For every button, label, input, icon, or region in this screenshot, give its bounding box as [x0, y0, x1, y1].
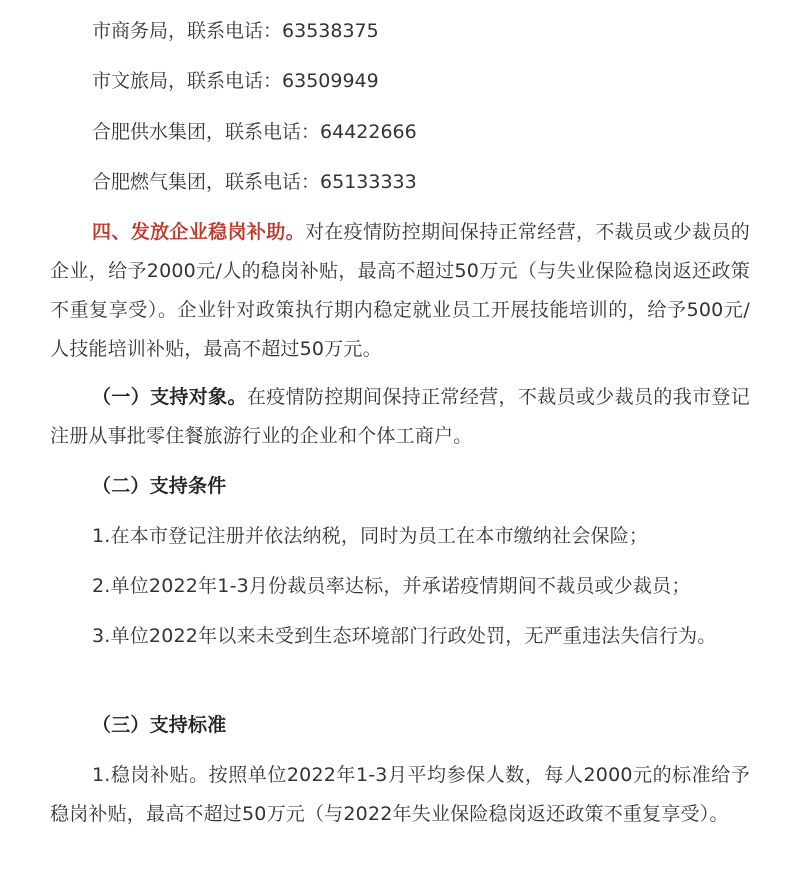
contact-phone: 64422666 [320, 121, 417, 143]
contact-label: ，联系电话： [206, 121, 321, 143]
contact-label: ，联系电话： [168, 70, 283, 92]
sub-2-item-text: 3.单位2022年以来未受到生态环境部门行政处罚，无严重违法失信行为。 [92, 625, 717, 647]
section-4-paragraph [50, 213, 750, 369]
sub-2-heading: （二）支持条件 [92, 475, 227, 497]
sub-3-heading: （三）支持标准 [92, 714, 227, 736]
contact-org: 市商务局 [92, 20, 169, 42]
sub-3-heading-paragraph [50, 706, 750, 745]
sub-2-item-text: 2.单位2022年1-3月份裁员率达标，并承诺疫情期间不裁员或少裁员； [92, 575, 691, 597]
contact-line-commerce [92, 19, 379, 43]
sub-2-heading-paragraph [50, 467, 750, 506]
contact-phone: 65133333 [320, 171, 417, 193]
contact-label: ，联系电话： [206, 171, 321, 193]
contact-phone: 63538375 [282, 20, 379, 42]
section-4-text: 对在疫情防控期间保持正常经营，不裁员或少裁员的企业，给予2000元/人的稳岗补贴，最高不超过50万元（与失业保险稳岗返还政策不重复享受）。企业针对政策执行期内稳定就业员工开展技能培训的，给予500元/人技能培训补贴，最高不超过50万元。 [50, 221, 750, 360]
sub-1-heading: （一）支持对象。 [92, 386, 247, 408]
sub-1-text: 在疫情防控期间保持正常经营，不裁员或少裁员的我市登记注册从事批零住餐旅游行业的企业和个体工商户。 [50, 386, 750, 447]
sub-1-paragraph [50, 378, 750, 456]
contact-line-water [92, 120, 417, 144]
sub-3-item-text: 1.稳岗补贴。按照单位2022年1-3月平均参保人数，每人2000元的标准给予稳岗补贴，最高不超过50万元（与2022年失业保险稳岗返还政策不重复享受）。 [50, 764, 750, 825]
sub-3-item-1 [50, 756, 750, 834]
sub-2-item-2 [50, 567, 750, 606]
contact-label: ，联系电话： [168, 20, 283, 42]
contact-org: 合肥供水集团 [92, 121, 207, 143]
contact-line-culture-tourism [92, 69, 379, 93]
contact-org: 市文旅局 [92, 70, 169, 92]
sub-2-item-1 [50, 517, 750, 556]
section-4-heading: 四、发放企业稳岗补助。 [92, 221, 305, 243]
contact-line-gas [92, 170, 417, 194]
contact-phone: 63509949 [282, 70, 379, 92]
sub-2-item-text: 1.在本市登记注册并依法纳税，同时为员工在本市缴纳社会保险； [92, 525, 649, 547]
sub-2-item-3 [50, 617, 750, 656]
contact-org: 合肥燃气集团 [92, 171, 207, 193]
